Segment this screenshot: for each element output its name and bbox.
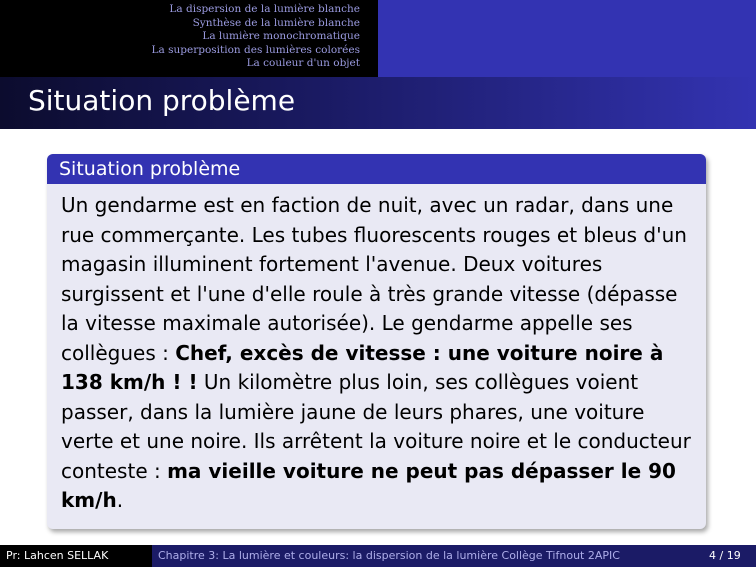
- page-counter: 4 / 19: [709, 549, 741, 562]
- footer-bar: [0, 545, 756, 567]
- footer-title: Chapitre 3: La lumière et couleurs: la dispersion de la lumière Collège Tifnout 2APIC: [158, 549, 620, 562]
- frame-title: Situation problème: [28, 84, 296, 117]
- nav-item-couleur-objet[interactable]: La couleur d'un objet: [246, 57, 360, 69]
- block-body: [47, 184, 706, 516]
- block-text-end: .: [116, 488, 124, 512]
- block-text-intro: Un gendarme est en faction de nuit, avec un radar, dans une rue commerçante. Les tubes fluorescents rouges et bleus d'un magasin illuminent fortement l'avenue. Deux voitures surgissent et l'une d'elle roule à très grande vitesse (dépasse la vitesse maximale autorisée). Le gendarme appelle ses collègues :: [61, 193, 687, 365]
- header-bar: [0, 0, 756, 77]
- header-right-panel: [378, 0, 756, 77]
- block-text-middle: Un kilomètre plus loin, ses collègues voient passer, dans la lumière jaune de leurs phares, une voiture verte et une noire. Ils arrêtent la voiture noire et le conducteur conteste :: [61, 370, 691, 483]
- frame-title-bar: [0, 77, 756, 129]
- nav-item-synthese[interactable]: Synthèse de la lumière blanche: [192, 16, 360, 29]
- block-title: Situation problème: [47, 154, 706, 184]
- section-navigation: [152, 3, 360, 71]
- block-quote-conducteur: ma vieille voiture ne peut pas dépasser le 90 km/h: [61, 458, 676, 512]
- nav-item-monochromatique[interactable]: La lumière monochromatique: [202, 30, 360, 42]
- block-quote-chef: Chef, excès de vitesse : une voiture noire à 138 km/h ! !: [61, 340, 664, 394]
- nav-item-dispersion[interactable]: La dispersion de la lumière blanche: [169, 3, 360, 15]
- content-block: [47, 154, 706, 529]
- footer-author: Pr: Lahcen SELLAK: [6, 549, 109, 562]
- nav-item-superposition[interactable]: La superposition des lumières colorées: [151, 43, 360, 56]
